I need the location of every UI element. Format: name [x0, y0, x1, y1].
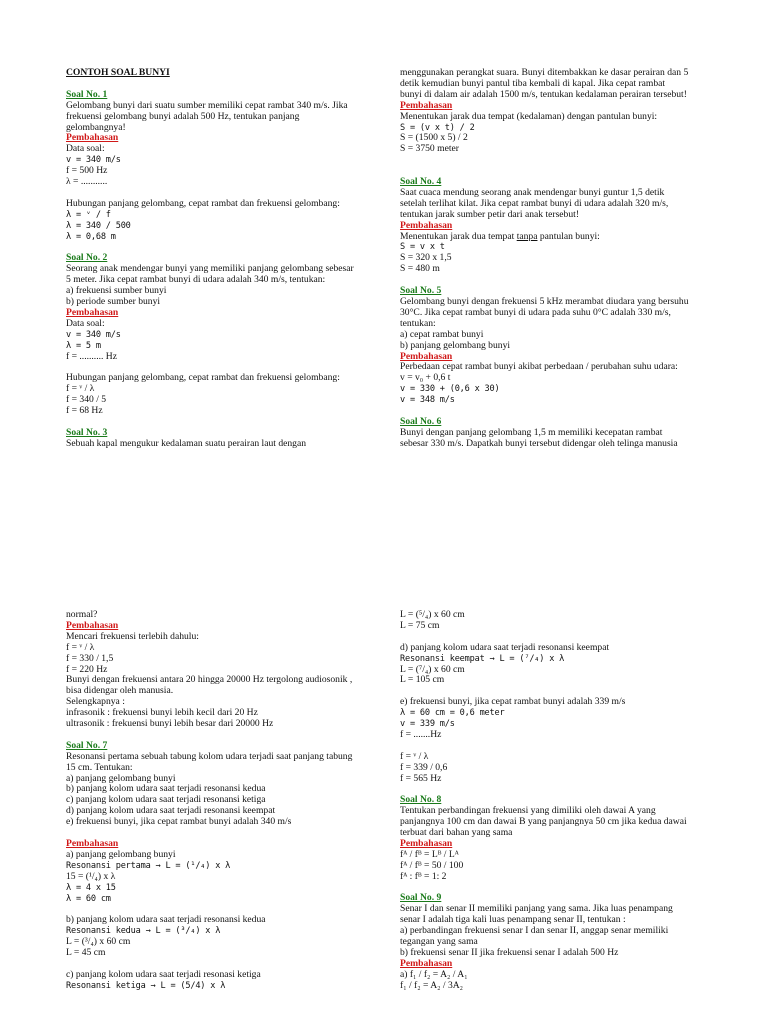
document-title: CONTOH SOAL BUNYI — [66, 67, 170, 78]
text-line: f = .......... Hz — [66, 350, 117, 362]
question-heading: Soal No. 2 — [66, 252, 108, 264]
text-line: 30°C. Jika cepat rambat bunyi di udara pada suhu 0°C adalah 330 m/s, — [400, 306, 671, 318]
text-line: fᴬ / fᴮ = Lᴮ / Lᴬ — [400, 848, 459, 860]
text-line: f = 500 Hz — [66, 165, 108, 177]
formula-line: λ = 4 x 15 — [66, 882, 116, 893]
text-line: b) frekuensi senar II jika frekuensi senar I adalah 500 Hz — [400, 947, 619, 959]
text-line: f = ᵛ / λ — [400, 750, 429, 762]
text-line: S = 3750 meter — [400, 143, 459, 155]
text-line: Bunyi dengan frekuensi antara 20 hingga 20000 Hz tergolong audiosonik , — [66, 674, 353, 686]
line-gap — [400, 155, 710, 166]
text-line: 15 = (¹/₄) x λ — [66, 870, 116, 882]
formula-line: λ = ᵛ / f — [66, 209, 111, 220]
text-line: Sebuah kapal mengukur kedalaman suatu perairan laut dengan — [66, 437, 307, 449]
formula-line: λ = 60 cm = 0,6 meter — [400, 708, 505, 719]
question-heading: Soal No. 8 — [400, 794, 442, 806]
text-line: L = 45 cm — [66, 947, 106, 959]
question-heading: Soal No. 9 — [400, 892, 442, 904]
text-line: Perbedaan cepat rambat bunyi akibat perbedaan / perubahan suhu udara: — [400, 361, 678, 373]
text-line: Mencari frekuensi terlebih dahulu: — [66, 630, 199, 642]
text-line: tentukan jarak sumber petir dari anak tersebut! — [400, 208, 580, 220]
text-line: f = 339 / 0,6 — [400, 761, 448, 773]
solution-heading: Pembahasan — [400, 957, 453, 969]
text-line: e) frekuensi bunyi, jika cepat rambat bunyi adalah 339 m/s — [400, 696, 626, 708]
line-gap — [400, 166, 710, 177]
text-line: d) panjang kolom udara saat terjadi resonansi keempat — [400, 641, 610, 653]
question-heading: Soal No. 1 — [66, 88, 108, 100]
formula-line: v = 340 m/s — [66, 329, 121, 340]
text-line: f = .......Hz — [400, 728, 442, 740]
question-heading: Soal No. 7 — [66, 739, 108, 751]
line-gap — [66, 79, 376, 90]
text-line: Menentukan jarak dua tempat (kedalaman) dengan pantulan bunyi: — [400, 110, 658, 122]
text-line: L = (⁵/₄) x 60 cm — [400, 609, 465, 620]
solution-heading: Pembahasan — [400, 837, 453, 849]
text-line: f = 330 / 1,5 — [66, 652, 114, 664]
formula-line: λ = 340 / 500 — [66, 220, 131, 231]
line-gap — [400, 406, 710, 417]
text-line: Gelombang bunyi dari suatu sumber memiliki cepat rambat 340 m/s. Jika — [66, 99, 348, 111]
question-heading: Soal No. 3 — [66, 426, 108, 438]
question-heading: Soal No. 5 — [400, 285, 442, 297]
line-gap — [66, 730, 376, 741]
text-line: f = 565 Hz — [400, 772, 442, 784]
text-line: Saat cuaca mendung seorang anak mendengar bunyi guntur 1,5 detik — [400, 186, 665, 198]
text-line: a) panjang gelombang bunyi — [66, 772, 176, 784]
text-line: ultrasonik : frekuensi bunyi lebih besar dari 20000 Hz — [66, 718, 274, 730]
text-line: a) f₁ / f₂ = A₂ / A₁ — [400, 968, 468, 980]
text-line: terbuat dari bahan yang sama — [400, 827, 513, 839]
line-gap — [66, 242, 376, 253]
formula-line: S = v x t — [400, 242, 445, 253]
formula-line: v = 339 m/s — [400, 719, 455, 730]
text-line: panjangnya 100 cm dan dawai B yang panjangnya 50 cm jika kedua dawai — [400, 816, 687, 828]
text-line: gelombangnya! — [66, 121, 126, 133]
text-line: Seorang anak mendengar bunyi yang memiliki panjang gelombang sebesar — [66, 263, 354, 275]
text-line: Selengkapnya : — [66, 696, 125, 708]
formula-line: Resonansi ketiga → L = (5/4) x λ — [66, 980, 226, 991]
text-line: Data soal: — [66, 143, 105, 155]
text-line: Hubungan panjang gelombang, cepat rambat dan frekuensi gelombang: — [66, 197, 340, 209]
text-line: b) panjang gelombang bunyi — [400, 339, 511, 351]
text-line: 15 cm. Tentukan: — [66, 761, 133, 773]
text-line: senar I adalah tiga kali luas penampang senar II, tentukan : — [400, 914, 626, 926]
text-line: detik kemudian bunyi pantul tiba kembali di kapal. Jika cepat rambat — [400, 77, 666, 89]
text-line: c) panjang kolom udara saat terjadi resonasi ketiga — [66, 968, 261, 980]
text-line: L = 75 cm — [400, 619, 440, 631]
column-top-right — [400, 68, 710, 450]
formula-line: Resonansi keempat → L = (⁷/₄) x λ — [400, 653, 565, 664]
text-line: bunyi di dalam air adalah 1500 m/s, tentukan kedalaman perairan tersebut! — [400, 88, 687, 100]
text-line: menggunakan perangkat suara. Bunyi ditembakkan ke dasar perairan dan 5 — [400, 67, 689, 78]
formula-line: Resonansi kedua → L = (³/₄) x λ — [66, 926, 221, 937]
formula-line: v = 330 + (0,6 x 30) — [400, 384, 500, 395]
text-line: S = (1500 x 5) / 2 — [400, 132, 468, 144]
text-line: d) panjang kolom udara saat terjadi resonansi keempat — [66, 805, 276, 817]
text-line: Bunyi dengan panjang gelombang 1,5 m memiliki kecepatan rambat — [400, 426, 663, 438]
formula-line: v = 348 m/s — [400, 395, 455, 406]
formula-line: v = 340 m/s — [66, 155, 121, 166]
column-bottom-left — [66, 610, 376, 992]
text-line: S = 320 x 1,5 — [400, 252, 452, 264]
text-line: setelah terlihat kilat. Jika cepat rambat bunyi di udara adalah 320 m/s, — [400, 197, 669, 209]
text-line: L = (⁷/₄) x 60 cm — [400, 663, 465, 675]
text-line: 5 meter. Jika cepat rambat bunyi di udara adalah 340 m/s, tentukan: — [66, 274, 326, 286]
text-line: b) periode sumber bunyi — [66, 295, 161, 307]
text-line: Resonansi pertama sebuah tabung kolom udara terjadi saat panjang tabung — [66, 750, 353, 762]
question-heading: Soal No. 4 — [400, 176, 442, 188]
text-line: L = 105 cm — [400, 674, 445, 686]
text-line: λ = ........... — [66, 176, 108, 188]
solution-heading: Pembahasan — [400, 99, 453, 111]
text-line: Data soal: — [66, 317, 105, 329]
text-line: c) panjang kolom udara saat terjadi resonansi ketiga — [66, 794, 266, 806]
text-line: f = ᵛ / λ — [66, 383, 95, 395]
text-line: e) frekuensi bunyi, jika cepat rambat bunyi adalah 340 m/s — [66, 816, 292, 828]
question-heading: Soal No. 6 — [400, 415, 442, 427]
formula-line: Resonansi pertama → L = (¹/₄) x λ — [66, 860, 231, 871]
text-line: f = 68 Hz — [66, 405, 103, 417]
line-gap — [66, 417, 376, 428]
solution-heading: Pembahasan — [400, 219, 453, 231]
text-line: sebesar 330 m/s. Dapatkah bunyi tersebut didengar oleh telinga manusia — [400, 437, 678, 449]
text-line: fᴬ / fᴮ = 50 / 100 — [400, 859, 464, 871]
text-line: b) panjang kolom udara saat terjadi resonansi kedua — [66, 783, 266, 795]
text-line: normal? — [66, 609, 98, 620]
text-line: a) panjang gelombang bunyi — [66, 848, 176, 860]
text-line: b) panjang kolom udara saat terjadi resonansi kedua — [66, 914, 266, 926]
text-line: frekuensi gelombang bunyi adalah 500 Hz, tentukan panjang — [66, 110, 300, 122]
column-top-left — [66, 68, 376, 450]
text-line: Hubungan panjang gelombang, cepat rambat dan frekuensi gelombang: — [66, 372, 340, 384]
formula-line: S = (v x t) / 2 — [400, 122, 475, 133]
text-line: f = ᵛ / λ — [66, 641, 95, 653]
line-gap — [400, 275, 710, 286]
solution-heading: Pembahasan — [400, 350, 453, 362]
line-gap — [400, 741, 710, 752]
text-line: Senar I dan senar II memiliki panjang yang sama. Jika luas penampang — [400, 903, 673, 915]
text-line: f = 340 / 5 — [66, 394, 107, 406]
text-line: tentukan: — [400, 317, 436, 329]
solution-heading: Pembahasan — [66, 306, 119, 318]
solution-heading: Pembahasan — [66, 132, 119, 144]
text-line: Menentukan jarak dua tempat tanpa pantulan bunyi: — [400, 230, 600, 242]
text-line: f₁ / f₂ = A₂ / 3A₂ — [400, 979, 464, 991]
text-line: Tentukan perbandingan frekuensi yang dimiliki oleh dawai A yang — [400, 805, 656, 817]
text-line: a) cepat rambat bunyi — [400, 328, 484, 340]
solution-heading: Pembahasan — [66, 619, 119, 631]
text-line: S = 480 m — [400, 263, 440, 275]
text-line: f = 220 Hz — [66, 663, 108, 675]
text-line: infrasonik : frekuensi bunyi lebih kecil dari 20 Hz — [66, 707, 258, 719]
text-line: tegangan yang sama — [400, 936, 478, 948]
text-line: bisa didengar oleh manusia. — [66, 685, 174, 697]
text-line: v = v₀ + 0,6 t — [400, 372, 451, 384]
text-line: a) frekuensi sumber bunyi — [66, 285, 167, 297]
formula-line: λ = 60 cm — [66, 893, 111, 904]
text-line: fᴬ : fᴮ = 1: 2 — [400, 870, 447, 882]
line-gap — [400, 883, 710, 894]
text-line: L = (³/₄) x 60 cm — [66, 936, 131, 948]
column-bottom-right — [400, 610, 710, 992]
text-line: a) perbandingan frekuensi senar I dan senar II, anggap senar memiliki — [400, 925, 669, 937]
solution-heading: Pembahasan — [66, 838, 119, 849]
line-gap — [400, 784, 710, 795]
text-line: Gelombang bunyi dengan frekuensi 5 kHz merambat diudara yang bersuhu — [400, 295, 689, 307]
formula-line: λ = 0,68 m — [66, 231, 116, 242]
formula-line: λ = 5 m — [66, 340, 101, 351]
